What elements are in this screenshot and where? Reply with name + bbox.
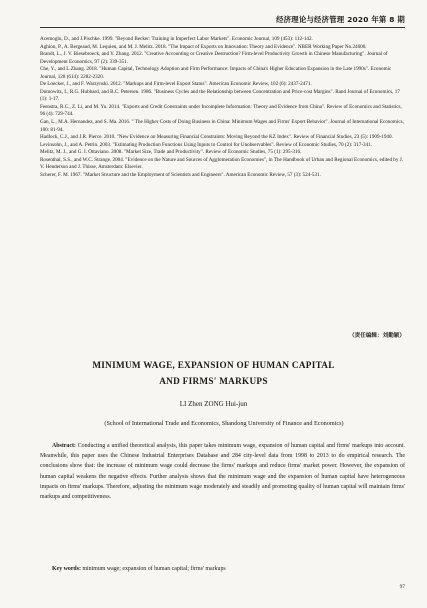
abstract-label: Abstract: [52,443,76,449]
reference-item: Melitz, M. J., and G. I. Ottaviano. 2008. "Market Size, Trade and Productivity". Review of Economic Studies, 75 (1): 295-316. [40,149,302,156]
title-line: MINIMUM WAGE, EXPANSION OF HUMAN CAPITAL [92,360,335,370]
reference-item: Hadlock, C.J., and J.R. Pierce. 2010. "New Evidence on Measuring Financial Constraints: Moving Beyond the KZ Index". Review of Financial Studies, 23 (5): 1909-1940. [40,134,393,141]
article-title [0,357,427,389]
reference-item: Levinsohn, J., and A. Petrin. 2003. "Estimating Production Functions Using Inputs to Control for Unobservables". Review of Economic Studies, 70 (2): 317-341. [40,141,373,148]
editor-note: （责任编辑：刘勤颖） [349,333,405,339]
abstract-text: Conducting a unified theoretical analysis, this paper takes minimum wage, expansion of human capital and firms' markups into account. Meanwhile, this paper uses the Chinese Industrial Enterprises Database and 284 city-level data from 1998 to 2013 to do empirical research. The conclusions show that: the increase of minimum wage could decrease the firms' markups and reduce firms' market power. However, the expansion of human capital weakens the negative effects. Further analysis shows that the minimum wage and the expansion of human capital have heterogeneous impacts on firms' markups. Therefore, adjusting the minimum wage moderately and steadily and promoting quality of human capital will maintain firms' markups and competitiveness. [40,443,405,501]
running-header [276,14,405,25]
keywords [52,566,402,572]
reference-item: Domowitz, I., R.G. Hubbard, and B.C. Petersen. 1986. "Business Cycles and the Relationship between Concentration and Price-cost Margins". Rand Journal of Economics, 17 (1): 1-17. [40,88,400,103]
references-list [40,36,405,179]
reference-item: Gan, L., M.A. Hernandez, and S. Ma. 2016. " The Higher Costs of Doing Business in China: Minimum Wages and Firms' Export Behavior". Journal of International Economics, 100: 81-94. [40,119,404,133]
journal-name: 经济理论与经济管理 [276,15,345,24]
author-names: LI Zhen ZONG Hui-jun [179,400,248,408]
reference-item: De Loecker, J., and F. Warzynski. 2012. "Markups and Firm-level Export Status". American Economic Review, 102 (6): 2437-2471. [40,81,312,88]
reference-item: Che, Y., and L.Zhang. 2018. "Human Capital, Technology Adoption and Firm Performance: Impacts of China's Higher Education Expansion in the Late 1990s". Economic Journal, 128 (614): 2282-2320. [40,66,392,80]
reference-item: Rosenthal, S.S., and W.C. Strange. 2004. "Evidence on the Nature and Sources of Agglomeration Economies", in The Handbook of Urban and Regional Economics, edited by J. V. Henderson and J. Thisse, Amsterdam: Elsevier. [40,156,404,171]
affiliation: (School of International Trade and Economics, Shandong University of Finance and Economics) [104,420,344,427]
reference-item: Brandt, L., J. V. Biesebroeck, and Y. Zhang. 2012. "Creative Accounting or Creative Destruction? Firm-level Productivity Growth in Chinese Manufacturing". Journal of Development Economics, 97 (2): 339-351. [40,51,388,65]
issue-label: 2020 年第 8 期 [347,15,405,24]
keywords-text: minimum wage; expansion of human capital; firms' markups [82,566,226,572]
reference-item: Scherer, F. M. 1967. "Market Structure and the Employment of Scientists and Engineers". American Economic Review, 57 (3): 524-531. [40,171,321,178]
abstract [40,441,405,502]
header-rule [40,27,405,28]
reference-item: Aghion, P., A. Bergeaud, M. Lequien, and M. J. Melitz. 2018. "The Impact of Exports on Innovation: Theory and Evidence". NBER Working Paper No.24600. [40,43,367,50]
page-number: 97 [399,584,405,590]
keywords-label: Key words: [52,566,81,572]
title-line: AND FIRMS' MARKUPS [159,376,268,386]
reference-item: Feenstra, R.C., Z. Li, and M. Yu. 2014. "Exports and Credit Constraints under Incomplete Information: Theory and Evidence from China". Review of Economics and Statistics, 96 (4): 729-744. [40,103,402,118]
reference-item: Acemoglu, D., and J.Pischke. 1999. "Beyond Becker: Training in Imperfect Labor Markets". Economic Journal, 109 (453): 112-142. [40,36,313,42]
